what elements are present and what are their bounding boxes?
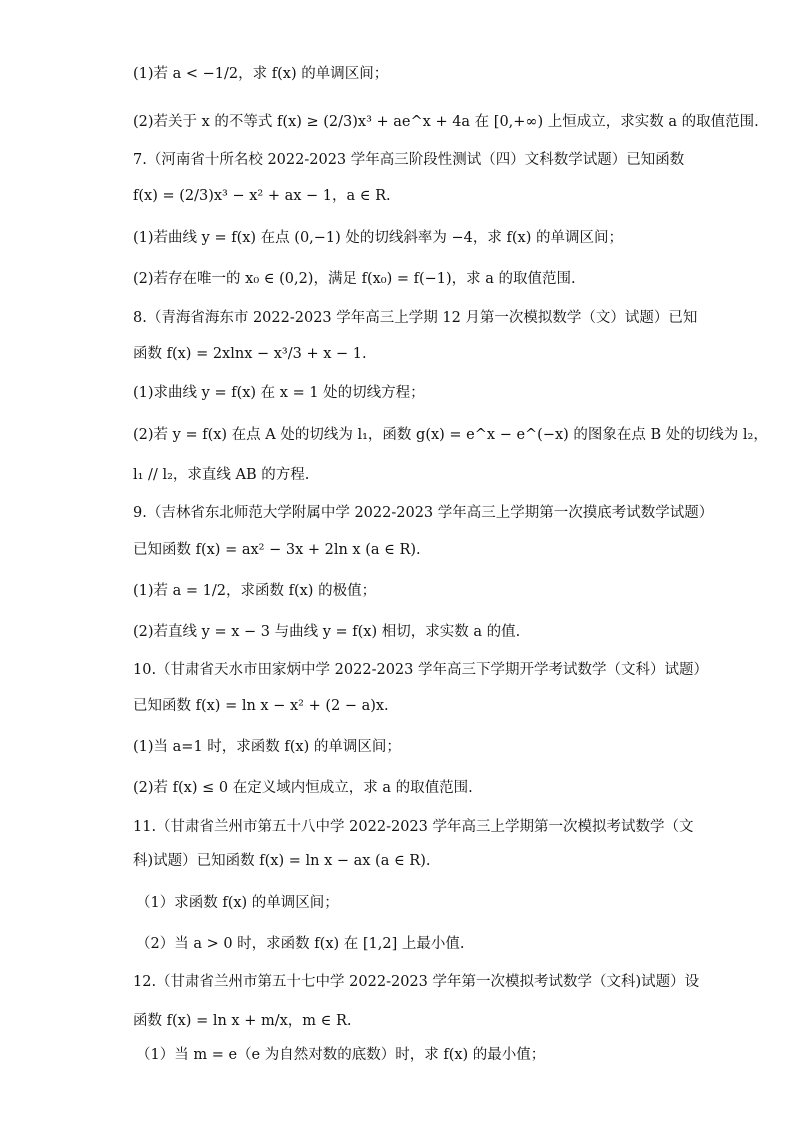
- question-7-part-2: (2)若存在唯一的 x₀ ∈ (0,2)，满足 f(x₀) = f(−1)，求 a 的取值范围.: [133, 271, 576, 287]
- question-9-heading: 9.（吉林省东北师范大学附属中学 2022-2023 学年高三上学期第一次摸底考试数学试题）: [133, 505, 714, 521]
- question-11-part-2: （2）当 a > 0 时，求函数 f(x) 在 [1,2] 上最小值.: [136, 936, 465, 952]
- question-12-function: 函数 f(x) = ln x + m/x，m ∈ R.: [133, 1013, 352, 1029]
- question-6-part-1: (1)若 a < −1/2，求 f(x) 的单调区间；: [133, 66, 389, 82]
- question-6-part-2: (2)若关于 x 的不等式 f(x) ≥ (2/3)x³ + ae^x + 4a 在 [0,+∞) 上恒成立，求实数 a 的取值范围.: [133, 114, 759, 130]
- question-12-part-1: （1）当 m = e（e 为自然对数的底数）时，求 f(x) 的最小值；: [136, 1047, 546, 1063]
- question-10-heading: 10.（甘肃省天水市田家炳中学 2022-2023 学年高三下学期开学考试数学（文科）试题）: [133, 662, 708, 678]
- question-8-heading: 8.（青海省海东市 2022-2023 学年高三上学期 12 月第一次模拟数学（文）试题）已知: [133, 310, 698, 326]
- question-9-function: 已知函数 f(x) = ax² − 3x + 2ln x (a ∈ R).: [133, 542, 421, 558]
- question-8-function: 函数 f(x) = 2xlnx − x³/3 + x − 1.: [133, 346, 367, 362]
- question-11-heading: 11.（甘肃省兰州市第五十八中学 2022-2023 学年高三上学期第一次模拟考试数学（文: [133, 819, 694, 835]
- question-8-part-2-cont: l₁ // l₂，求直线 AB 的方程.: [133, 467, 310, 483]
- question-11-function: 科)试题）已知函数 f(x) = ln x − ax (a ∈ R).: [133, 853, 431, 869]
- question-10-part-2: (2)若 f(x) ≤ 0 在定义域内恒成立，求 a 的取值范围.: [133, 780, 473, 796]
- question-7-part-1: (1)若曲线 y = f(x) 在点 (0,−1) 处的切线斜率为 −4，求 f(x) 的单调区间；: [133, 230, 623, 246]
- question-10-function: 已知函数 f(x) = ln x − x² + (2 − a)x.: [133, 698, 389, 714]
- question-7-function: f(x) = (2/3)x³ − x² + ax − 1，a ∈ R.: [133, 188, 391, 204]
- question-8-part-1: (1)求曲线 y = f(x) 在 x = 1 处的切线方程；: [133, 385, 425, 401]
- question-9-part-1: (1)若 a = 1/2，求函数 f(x) 的极值；: [133, 583, 377, 599]
- question-9-part-2: (2)若直线 y = x − 3 与曲线 y = f(x) 相切，求实数 a 的值.: [133, 624, 521, 640]
- question-12-heading: 12.（甘肃省兰州市第五十七中学 2022-2023 学年第一次模拟考试数学（文科)试题）设: [133, 974, 700, 990]
- question-7-heading: 7.（河南省十所名校 2022-2023 学年高三阶段性测试（四）文科数学试题）已知函数: [133, 152, 685, 168]
- question-11-part-1: （1）求函数 f(x) 的单调区间；: [136, 895, 339, 911]
- question-8-part-2: (2)若 y = f(x) 在点 A 处的切线为 l₁，函数 g(x) = e^x − e^(−x) 的图象在点 B 处的切线为 l₂，: [133, 427, 768, 443]
- question-10-part-1: (1)当 a=1 时，求函数 f(x) 的单调区间；: [133, 739, 401, 755]
